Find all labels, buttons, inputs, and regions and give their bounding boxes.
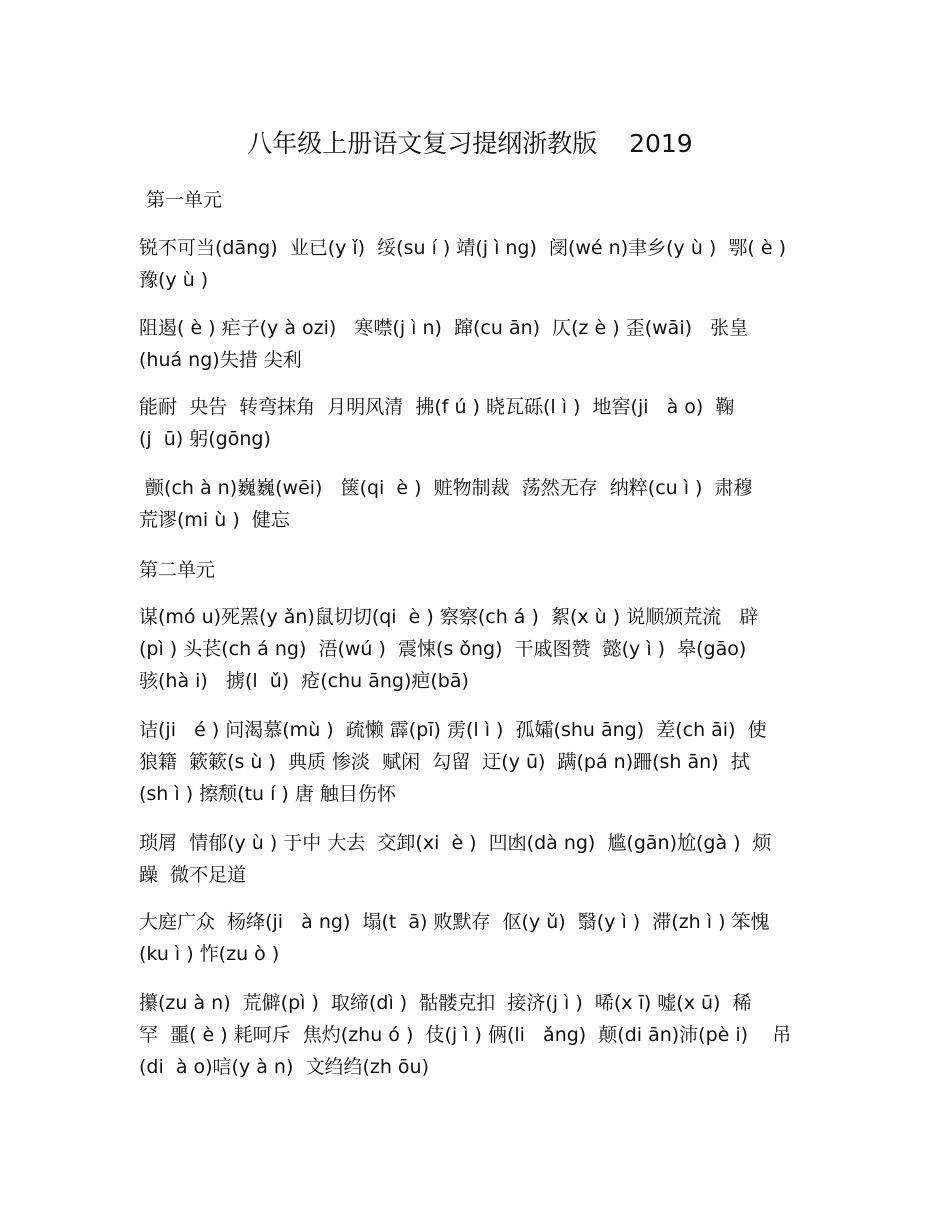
text-line: 豫(y ù ) — [139, 269, 209, 291]
text-line: 琐屑 情郁(y ù ) 于中 大去 交卸(xi è ) 凹凼(dà ng) 尴(gān)尬(gà ) 烦 — [139, 832, 772, 854]
text-line: 锐不可当(dāng) 业已(y ǐ) 绥(su í ) 靖(j ì ng) 阌(wé n)聿乡(y ù ) 鄂( è ) — [139, 237, 786, 259]
text-line: (pì ) 头苌(ch á ng) 浯(wú ) 震悚(s ǒng) 干戚图赞 懿(y ì ) 皋(gāo) — [139, 638, 747, 660]
text-line: 罕 噩( è ) 耗呵斥 焦灼(zhu ó ) 伎(j ì ) 俩(li ǎng) 颠(di ān)沛(pè i) 吊 — [139, 1024, 792, 1046]
section-heading-unit-2: 第二单元 — [139, 559, 216, 581]
text-line: 能耐 央告 转弯抹角 月明风清 拂(f ú ) 晓瓦砾(l ì ) 地窖(ji à o) 鞠 — [139, 396, 735, 418]
text-line: 荒谬(mi ù ) 健忘 — [139, 509, 290, 531]
document-title: 八年级上册语文复习提纲浙教版 2019 — [247, 129, 693, 158]
paragraph — [139, 312, 859, 376]
paragraph — [139, 987, 859, 1083]
paragraph — [139, 232, 859, 296]
text-line: 攥(zu à n) 荒僻(pì ) 取缔(dì ) 骷髅克扣 接济(j ì ) 唏(x ī) 嘘(x ū) 稀 — [139, 992, 752, 1014]
text-line: (di à o)唁(y à n) 文绉绉(zh ōu) — [139, 1056, 430, 1078]
text-line: 阻遏( è ) 疟子(y à ozi) 寒噤(j ì n) 蹿(cu ān) 仄(z è ) 歪(wāi) 张皇 — [139, 317, 749, 339]
paragraph — [139, 472, 859, 536]
text-line: 谋(mó u)死罴(y ǎn)鼠切切(qi è ) 察察(ch á ) 絮(x ù ) 说顺颁荒流 辟 — [139, 606, 759, 628]
text-line: 骇(hà i) 掳(l ǔ) 疮(chu āng)疤(bā) — [139, 670, 469, 692]
text-line: (sh ì ) 擦颓(tu í ) 唐 触目伤怀 — [139, 783, 396, 805]
paragraph — [139, 601, 859, 697]
paragraph — [139, 906, 859, 970]
paragraph — [139, 827, 859, 891]
paragraph — [139, 391, 859, 455]
text-line: 颤(ch à n)巍巍(wēi) 箧(qi è ) 赃物制裁 荡然无存 纳粹(cu ì ) 肃穆 — [139, 477, 753, 499]
text-line: (j ū) 躬(gōng) — [139, 428, 271, 450]
text-line: 躁 微不足道 — [139, 864, 247, 886]
section-heading-unit-1: 第一单元 — [140, 189, 223, 211]
text-line: 诘(ji é ) 问渴慕(mù ) 疏懒 霹(pī) 雳(l ì ) 孤孀(shu āng) 差(ch āi) 使 — [139, 719, 767, 741]
paragraph — [139, 714, 859, 810]
text-line: 大庭广众 杨绛(ji à ng) 塌(t ā) 败默存 伛(y ǔ) 翳(y ì ) 滞(zh ì ) 笨愧 — [139, 911, 770, 933]
text-line: 狼籍 簌簌(s ù ) 典质 惨淡 赋闲 勾留 迂(y ū) 蹒(pá n)跚(sh ān) 拭 — [139, 751, 750, 773]
text-line: (huá ng)失措 尖利 — [139, 349, 302, 371]
text-line: (ku ì ) 怍(zu ò ) — [139, 943, 280, 965]
